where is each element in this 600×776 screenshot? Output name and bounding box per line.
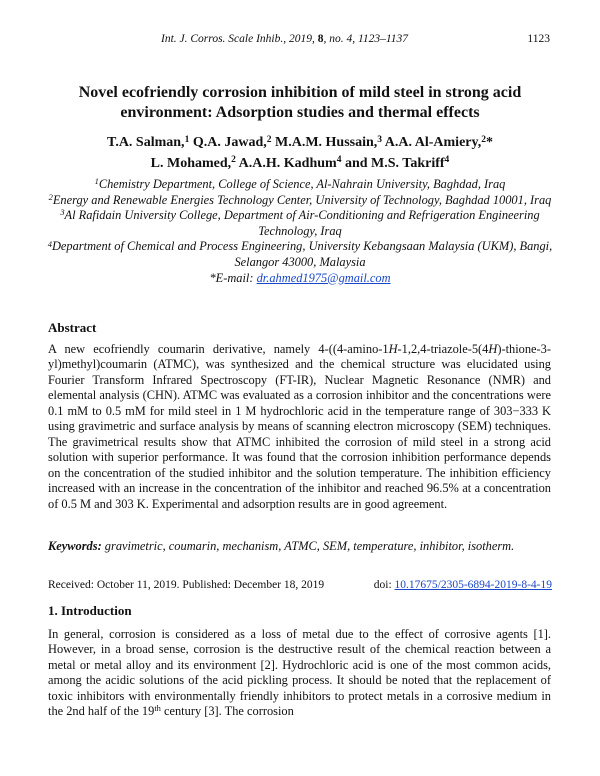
affiliation-marker: 4 xyxy=(47,238,52,249)
abstract-body xyxy=(48,342,551,512)
author-line-2 xyxy=(40,154,560,175)
ordinal-suffix: th xyxy=(154,703,161,714)
abstract-text: -1,2,4-triazole-5(4 xyxy=(397,342,489,356)
article-dates: Received: October 11, 2019. Published: December 18, 2019 xyxy=(48,579,325,591)
journal-issue-pages: no. 4, 1123–1137 xyxy=(329,33,409,45)
affiliation-marker: 1 xyxy=(94,176,99,187)
affiliation-3 xyxy=(40,208,560,239)
author-name: T.A. Salman, xyxy=(107,135,185,150)
email-link[interactable]: dr.ahmed1975@gmail.com xyxy=(256,270,391,285)
page-number: 1123 xyxy=(527,33,550,45)
author-affil-marker: 4 xyxy=(336,155,342,166)
doi-link[interactable]: 10.17675/2305-6894-2019-8-4-19 xyxy=(394,579,552,591)
author-affil-marker: 2 xyxy=(481,134,486,145)
journal-citation: Int. J. Corros. Scale Inhib., 2019, 8, no. 4, 1123–1137 xyxy=(161,33,409,45)
journal-name: Int. J. Corros. Scale Inhib. xyxy=(161,33,284,45)
affiliation-1 xyxy=(40,177,560,193)
corresponding-author-marker: * xyxy=(485,135,493,150)
author-name: Q.A. Jawad, xyxy=(189,135,267,150)
keywords xyxy=(48,539,551,554)
abstract-text: A new ecofriendly coumarin derivative, namely 4-((4-amino-1 xyxy=(48,342,389,356)
author-affil-marker: 2 xyxy=(231,155,236,166)
affiliations xyxy=(40,177,560,286)
author-name: and M.S. Takriff xyxy=(341,155,445,171)
doi xyxy=(374,579,552,591)
title-line-1: Novel ecofriendly corrosion inhibition of mild steel in strong acid xyxy=(78,84,522,101)
author-name: A.A. Al-Amiery, xyxy=(382,135,482,150)
article-title xyxy=(40,83,560,122)
journal-volume: 8 xyxy=(317,33,324,45)
abstract-heading: Abstract xyxy=(48,320,97,335)
author-affil-marker: 1 xyxy=(184,134,190,145)
affiliation-marker: 2 xyxy=(48,191,53,202)
journal-year: 2019 xyxy=(288,33,312,45)
intro-text: In general, corrosion is considered as a loss of metal due to the effect of corrosive agents [1]. However, in a broad sense, corrosion is the destructive result of the chemical reaction between a metal or metal alloy and its environment [2]. Hydrochloric acid is one of the most common acids, among the acidic solutions of the acid pickling process. It should be noted that the replacement of toxic inhibitors with environmentally friendly inhibitors to protect metals in a corrosive medium in the 2nd half of the 19 xyxy=(48,627,551,719)
introduction-heading: 1. Introduction xyxy=(48,603,132,618)
title-line-2: environment: Adsorption studies and thermal effects xyxy=(120,103,480,121)
author-list xyxy=(40,133,560,174)
abstract-italic: H xyxy=(388,342,398,356)
author-affil-marker: 3 xyxy=(377,134,383,145)
contact-email xyxy=(40,271,560,287)
affiliation-text: Energy and Renewable Energies Technology Center, University of Technology, Baghdad 10001, Iraq xyxy=(52,192,552,207)
email-label: *E-mail: xyxy=(209,270,257,285)
abstract-text: )-thione-3-yl)methyl)coumarin (ATMC), was synthesized and the chemical structure was elucidated using Fourier Transform Infrared Spectroscopy (FT-IR), Nuclear Magnetic Resonance (NMR) and elemental analysis (CHN). ATMC was evaluated as a corrosion inhibitor and the concentrations were 0.1 mM to 0.5 mM for mild steel in 1 M hydrochloric acid in the temperature range of 303−333 K using gravimetric and surface analysis by means of scanning electron microscopy (SEM) techniques. The gravimetrical results show that ATMC inhibited the corrosion of mild steel in a strong acid solution with superior performance. It was found that the corrosion inhibition performance depends on the concentration of the studied inhibitor and the solution temperature. The inhibition efficiency increased with an increase in the concentration of the inhibitor and reached 96.5% at a concentration of 0.5 M and 303 K. Experimental and adsorption results are in good agreement. xyxy=(48,342,551,511)
author-name: A.A.H. Kadhum xyxy=(235,155,337,171)
affiliation-text: Chemistry Department, College of Science, Al-Nahrain University, Baghdad, Iraq xyxy=(98,177,506,191)
keywords-label: Keywords: xyxy=(48,539,102,553)
author-name: M.A.M. Hussain, xyxy=(271,135,378,150)
intro-text: century [3]. The corrosion xyxy=(160,704,294,719)
keywords-text: gravimetric, coumarin, mechanism, ATMC, SEM, temperature, inhibitor, isotherm. xyxy=(101,539,515,553)
affiliation-text: Al Rafidain University College, Department of Air-Conditioning and Refrigeration Engineering Technology, Iraq xyxy=(64,208,540,238)
author-line-1 xyxy=(40,133,560,154)
author-name: L. Mohamed, xyxy=(150,155,232,171)
affiliation-text: Department of Chemical and Process Engineering, University Kebangsaan Malaysia (UKM), Bangi, Selangor 43000, Malaysia xyxy=(51,239,553,269)
author-affil-marker: 2 xyxy=(266,134,272,145)
introduction-body xyxy=(48,627,551,720)
affiliation-marker: 3 xyxy=(60,207,65,218)
doi-label: doi: xyxy=(373,579,395,591)
abstract-italic: H xyxy=(488,342,498,356)
affiliation-4 xyxy=(40,239,560,270)
author-affil-marker: 4 xyxy=(444,155,450,166)
affiliation-2 xyxy=(40,193,560,209)
